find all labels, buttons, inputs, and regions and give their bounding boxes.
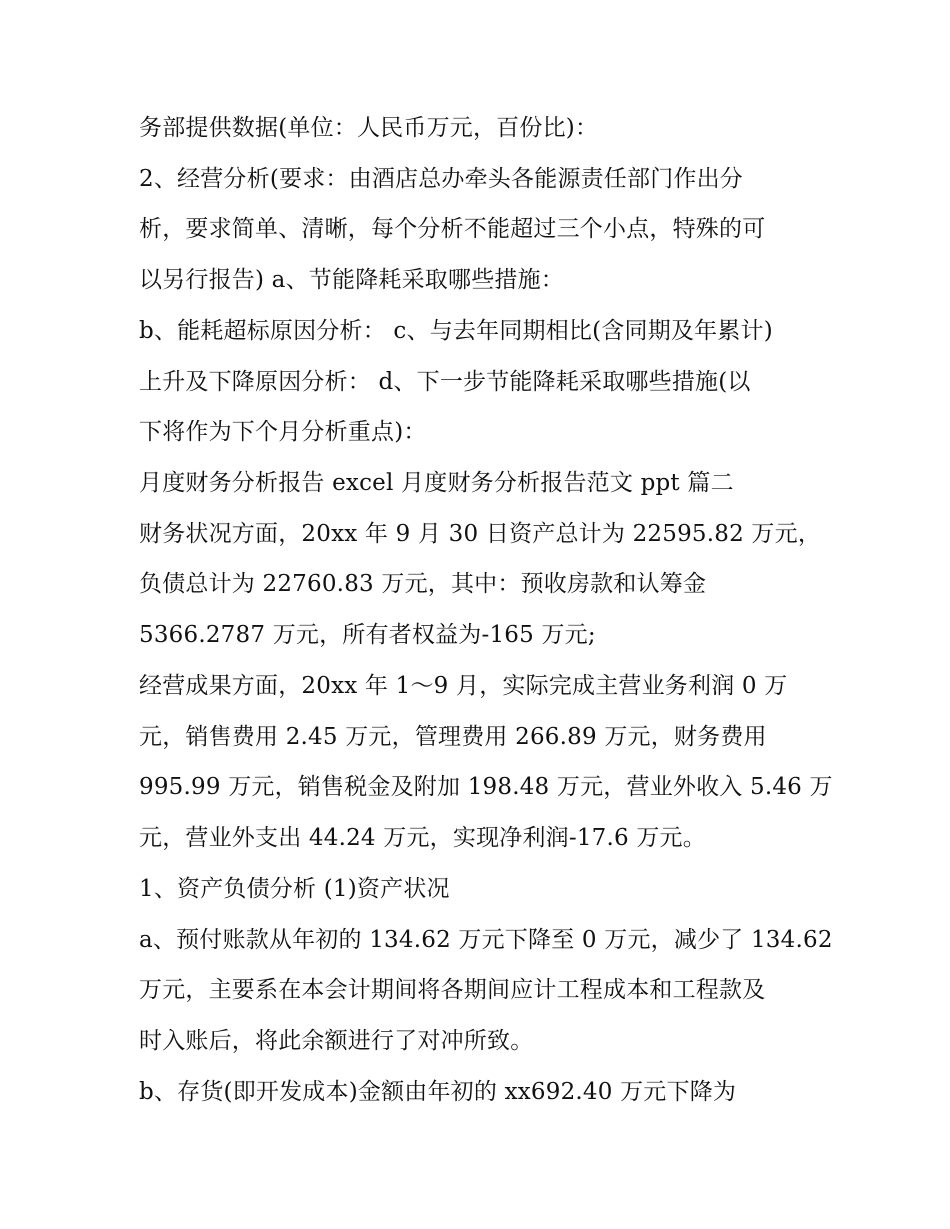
text-line-18: 万元，主要系在本会计期间将各期间应计工程成本和工程款及: [139, 977, 766, 1003]
text-line-2: 2、经营分析(要求：由酒店总办牵头各能源责任部门作出分: [139, 166, 744, 192]
text-line-10: 负债总计为 22760.83 万元，其中：预收房款和认筹金: [139, 571, 707, 597]
text-line-15: 元，营业外支出 44.24 万元，实现净利润-17.6 万元。: [139, 825, 706, 851]
text-line-5: b、能耗超标原因分析： c、与去年同期相比(含同期及年累计): [139, 318, 773, 344]
text-line-16: 1、资产负债分析 (1)资产状况: [139, 876, 450, 902]
text-line-17: a、预付账款从年初的 134.62 万元下降至 0 万元，减少了 134.62: [139, 927, 833, 953]
text-line-8: 月度财务分析报告 excel 月度财务分析报告范文 ppt 篇二: [139, 470, 734, 496]
text-line-6: 上升及下降原因分析： d、下一步节能降耗采取哪些措施(以: [139, 369, 751, 395]
text-line-1: 务部提供数据(单位：人民币万元，百份比)：: [139, 115, 599, 141]
text-line-11: 5366.2787 万元，所有者权益为-165 万元;: [139, 622, 596, 648]
text-line-7: 下将作为下个月分析重点)：: [139, 419, 427, 445]
text-line-13: 元，销售费用 2.45 万元，管理费用 266.89 万元，财务费用: [139, 724, 767, 750]
text-line-19: 时入账后，将此余额进行了对冲所致。: [139, 1028, 534, 1054]
text-line-9: 财务状况方面，20xx 年 9 月 30 日资产总计为 22595.82 万元，: [139, 521, 822, 547]
text-line-14: 995.99 万元，销售税金及附加 198.48 万元，营业外收入 5.46 万: [139, 774, 833, 800]
text-line-20: b、存货(即开发成本)金额由年初的 xx692.40 万元下降为: [139, 1079, 737, 1105]
text-line-12: 经营成果方面，20xx 年 1～9 月，实际完成主营业务利润 0 万: [139, 673, 788, 699]
text-line-4: 以另行报告) a、节能降耗采取哪些措施：: [139, 267, 564, 293]
text-line-3: 析，要求简单、清晰，每个分析不能超过三个小点，特殊的可: [139, 216, 766, 242]
